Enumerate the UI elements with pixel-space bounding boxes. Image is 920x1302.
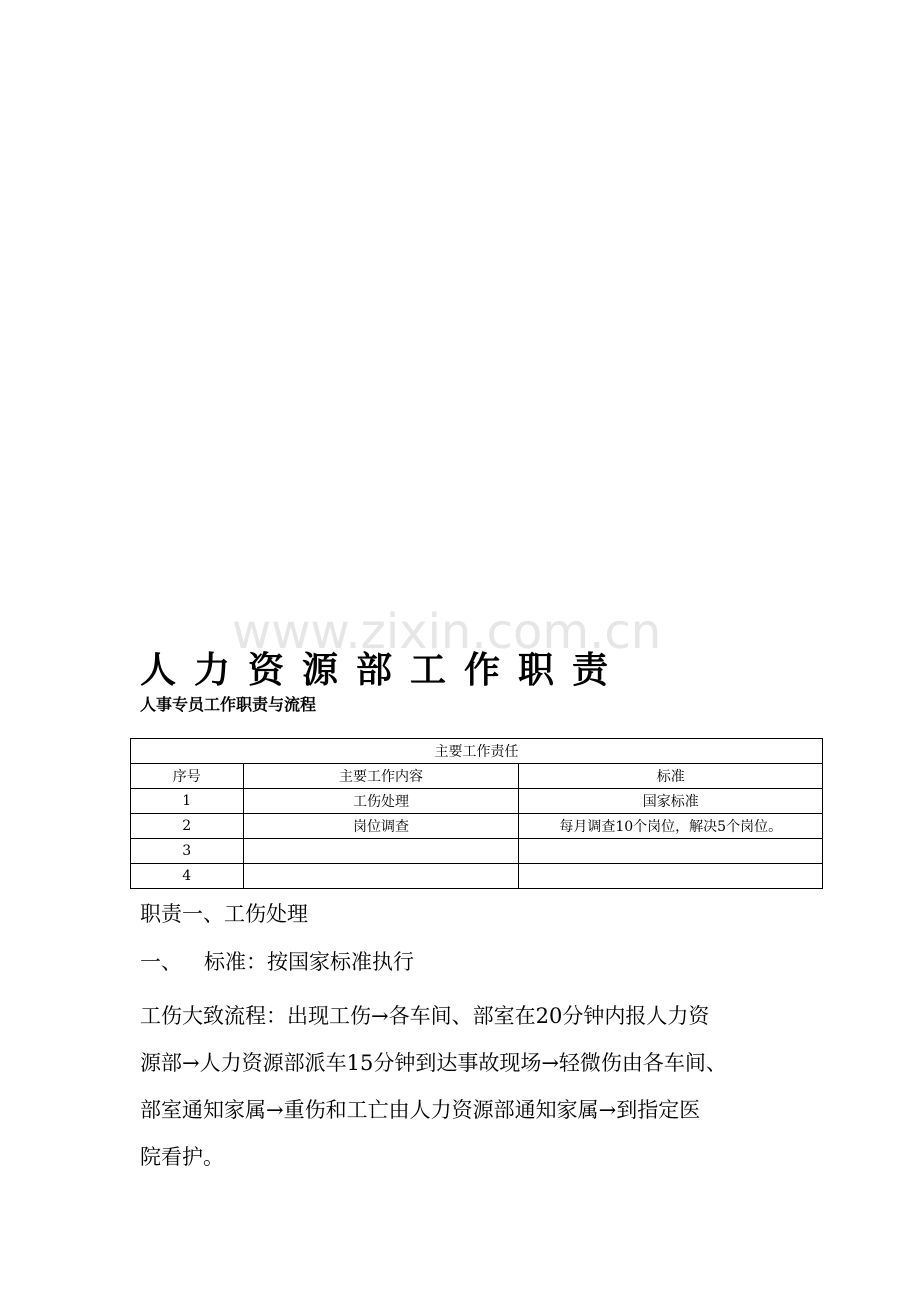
cell-content xyxy=(243,839,519,864)
cell-standard xyxy=(519,839,823,864)
flow-line: 源部→人力资源部派车15分钟到达事故现场→轻微伤由各车间、 xyxy=(140,1051,727,1075)
cell-num: 1 xyxy=(131,789,244,814)
cell-standard xyxy=(519,864,823,889)
page-subtitle: 人事专员工作职责与流程 xyxy=(140,695,317,714)
cell-content xyxy=(243,864,519,889)
page-title: 人力资源部工作职责 xyxy=(140,650,627,691)
table-row xyxy=(131,789,823,814)
cell-content: 岗位调查 xyxy=(243,814,519,839)
cell-standard: 国家标准 xyxy=(519,789,823,814)
cell-num: 4 xyxy=(131,864,244,889)
cell-num: 3 xyxy=(131,839,244,864)
flow-line: 部室通知家属→重伤和工亡由人力资源部通知家属→到指定医 xyxy=(140,1098,701,1122)
table-header-row xyxy=(131,764,823,789)
header-content: 主要工作内容 xyxy=(243,764,519,789)
table-caption-row xyxy=(131,739,823,764)
cell-content: 工伤处理 xyxy=(243,789,519,814)
table-caption: 主要工作责任 xyxy=(131,739,823,764)
standard-number: 一、 xyxy=(140,950,182,974)
flow-line: 院看护。 xyxy=(140,1145,224,1169)
table-row xyxy=(131,864,823,889)
standard-text: 标准：按国家标准执行 xyxy=(204,950,414,974)
header-standard: 标准 xyxy=(519,764,823,789)
flow-line: 工伤大致流程：出现工伤→各车间、部室在20分钟内报人力资 xyxy=(140,1004,710,1028)
process-flow xyxy=(140,993,790,1181)
duties-table xyxy=(130,738,823,889)
header-num: 序号 xyxy=(131,764,244,789)
section-heading: 职责一、工伤处理 xyxy=(140,902,308,926)
watermark: www.zixin.com.cn xyxy=(232,604,662,660)
standard-line xyxy=(140,946,414,976)
cell-standard: 每月调查10个岗位，解决5个岗位。 xyxy=(519,814,823,839)
table-row xyxy=(131,814,823,839)
table-row xyxy=(131,839,823,864)
cell-num: 2 xyxy=(131,814,244,839)
